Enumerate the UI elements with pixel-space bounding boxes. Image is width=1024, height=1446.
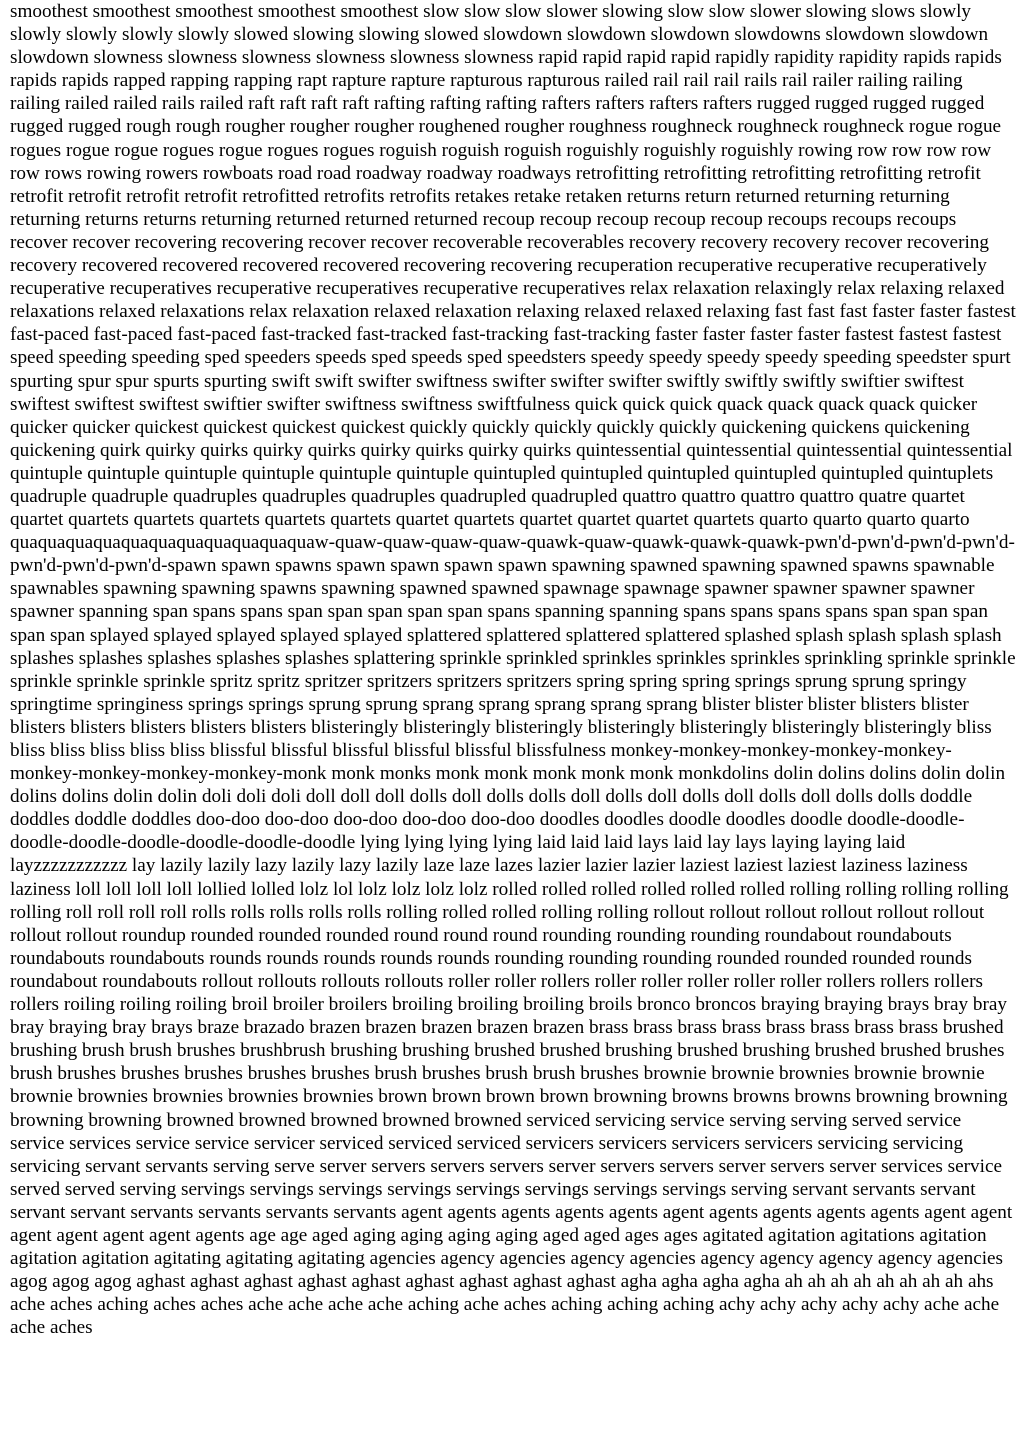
body-text: smoothest smoothest smoothest smoothest smoothest slow slow slow slower slowing slow slow slower slowing slows slowly slowly slowly slowly slowly slowed slowing slowing slowed slowdown slowdown slowdown slowdowns slowdown slowdown slowdown slowness slowness slowness slowness slowness slowness rapid rapid rapid rapid rapidly rapidity rapidity rapids rapids rapids rapids rapped rapping rapping rapt rapture rapture rapturous rapturous railed rail rail rail rails rail railer railing railing railing railed railed rails railed raft raft raft raft rafting rafting rafting rafters rafters rafters rafters rugged rugged rugged rugged rugged rugged rough rough rougher rougher rougher roughened rougher roughness roughneck roughneck roughneck rogue rogue rogues rogue rogue rogues rogue rogues rogues roguish roguish roguish roguishly roguishly roguishly rowing row row row row row rows rowing rowers rowboats road road roadway roadway roadways retrofitting retrofitting retrofitting retrofitting retrofit retrofit retrofit retrofit retrofit retrofitted retrofits retrofits retakes retake retaken returns return returned returning returning returning returns returns returning returned returned returned recoup recoup recoup recoup recoup recoups recoups recoups recover recover recovering recovering recover recover recoverable recoverables recovery recovery recovery recover recovering recovery recovered recovered recovered recovered recovering recovering recuperation recuperative recuperative recuperatively recuperative recuperatives recuperative recuperatives recuperative recuperatives relax relaxation relaxingly relax relaxing relaxed relaxations relaxed relaxations relax relaxation relaxed relaxation relaxing relaxed relaxed relaxing fast fast fast faster faster fastest fast-paced fast-paced fast-paced fast-tracked fast-tracked fast-tracking fast-tracking faster faster faster faster fastest fastest fastest speed speeding speeding sped speeders speeds sped speeds sped speedsters speedy speedy speedy speedy speeding speedster spurt spurting spur spur spurts spurting swift swift swifter swiftness swifter swifter swifter swiftly swiftly swiftly swiftier swiftest swiftest swiftest swiftest swiftier swifter swiftness swiftness swiftfulness quick quick quick quack quack quack quack quicker quicker quicker quickest quickest quickest quickest quickly quickly quickly quickly quickly quickening quickens quickening quickening quirk quirky quirks quirky quirks quirky quirks quirky quirks quintessential quintessential quintessential quintessential quintuple quintuple quintuple quintuple quintuple quintuple quintupled quintupled quintupled quintupled quintupled quintuplets quadruple quadruple quadruples quadruples quadruples quadrupled quadrupled quattro quattro quattro quattro quatre quartet quartet quartets quartets quartets quartets quartets quartet quartets quartet quartet quartet quartets quarto quarto quarto quarto quaquaquaquaquaquaquaquaquaquaquaw-quaw-quaw-quaw-quaw-quawk-quaw-quawk-quawk-quawk-pwn'd-pwn'd-pwn'd-pwn'd-pwn'd-pwn'd-pwn'd-spawn spawn spawns spawn spawn spawn spawn spawning spawned spawning spawned spawns spawnable spawnables spawning spawning spawns spawning spawned spawned spawnage spawnage spawner spawner spawner spawner spawner spanning span spans spans span span span span span spans spanning spanning spans spans spans spans span span span span span splayed splayed splayed splayed splayed splattered splattered splattered splattered splashed splash splash splash splash splashes splashes splashes splashes splashes splattering sprinkle sprinkled sprinkles sprinkles sprinkles sprinkling sprinkle sprinkle sprinkle sprinkle sprinkle spritz spritz spritzer spritzers spritzers spritzers spring spring spring springs sprung sprung springy springtime springiness springs springs sprung sprung sprang sprang sprang sprang sprang blister blister blister blisters blister blisters blisters blisters blisters blisters blisteringly blisteringly blisteringly blisteringly blisteringly blisteringly blisteringly bliss bliss bliss bliss bliss bliss blissful blissful blissful blissful blissful blissfulness monkey-monkey-monkey-monkey-monkey-monkey-monkey-monkey-monkey-monk monk monks monk monk monk monk monk monkdolins dolin dolins dolins dolin dolin dolins dolins dolin dolin doli doli doli doll doll doll dolls doll dolls dolls doll dolls doll dolls doll dolls doll dolls dolls doddle doddles doddle doddles doo-doo doo-doo doo-doo doo-doo doo-doo doodles doodles doodle doodles doodle doodle-doodle-doodle-doodle-doodle-doodle-doodle-doodle lying lying lying lying laid laid laid lays laid lay lays laying laying laid layzzzzzzzzzzz lay lazily lazily lazy lazily lazy lazily laze laze lazes lazier lazier lazier laziest laziest laziest laziness laziness laziness loll loll loll loll lollied lolled lolz lol lolz lolz lolz lolz rolled rolled rolled rolled rolled rolled rolling rolling rolling rolling rolling roll roll roll roll rolls rolls rolls rolls rolls rolling rolled rolled rolling rolling rollout rollout rollout rollout rollout rollout rollout rollout roundup rounded rounded rounded round round round rounding rounding rounding roundabout roundabouts roundabouts roundabouts rounds rounds rounds rounds rounds rounding rounding rounding rounded rounded rounded rounds roundabout roundabouts rollout rollouts rollouts rollouts roller roller rollers roller roller roller roller roller rollers rollers rollers rollers roiling roiling roiling broil broiler broilers broiling broiling broiling broils bronco broncos braying braying brays bray bray bray braying bray brays braze brazado brazen brazen brazen brazen brazen brass brass brass brass brass brass brass brass brushed brushing brush brush brushes brushbrush brushing brushing brushed brushed brushing brushed brushing brushed brushed brushes brush brushes brushes brushes brushes brushes brush brushes brush brush brushes brownie brownie brownies brownie brownie brownie brownies brownies brownies brownies brown brown brown brown browning browns browns browns browning browning browning browning browned browned browned browned browned serviced servicing service serving serving served service service services service service servicer serviced serviced serviced servicers servicers servicers servicers servicing servicing servicing servant servants serving serve server servers servers servers server servers servers server servers server services service served served serving servings servings servings servings servings servings servings servings serving servant servants servant servant servant servants servants servants servants agent agents agents agents agents agent agents agents agents agents agent agent agent agent agent agent agents age age aged aging aging aging aging aged aged ages ages agitated agitation agitations agitation agitation agitation agitating agitating agitating agencies agency agencies agency agencies agency agency agency agency agencies agog agog agog aghast aghast aghast aghast aghast aghast aghast aghast aghast agha agha agha agha ah ah ah ah ah ah ah ah ahs ache aches aching aches aches ache ache ache ache aching ache aches aching aching aching achy achy achy achy achy ache ache ache aches [10, 1, 1016, 1339]
